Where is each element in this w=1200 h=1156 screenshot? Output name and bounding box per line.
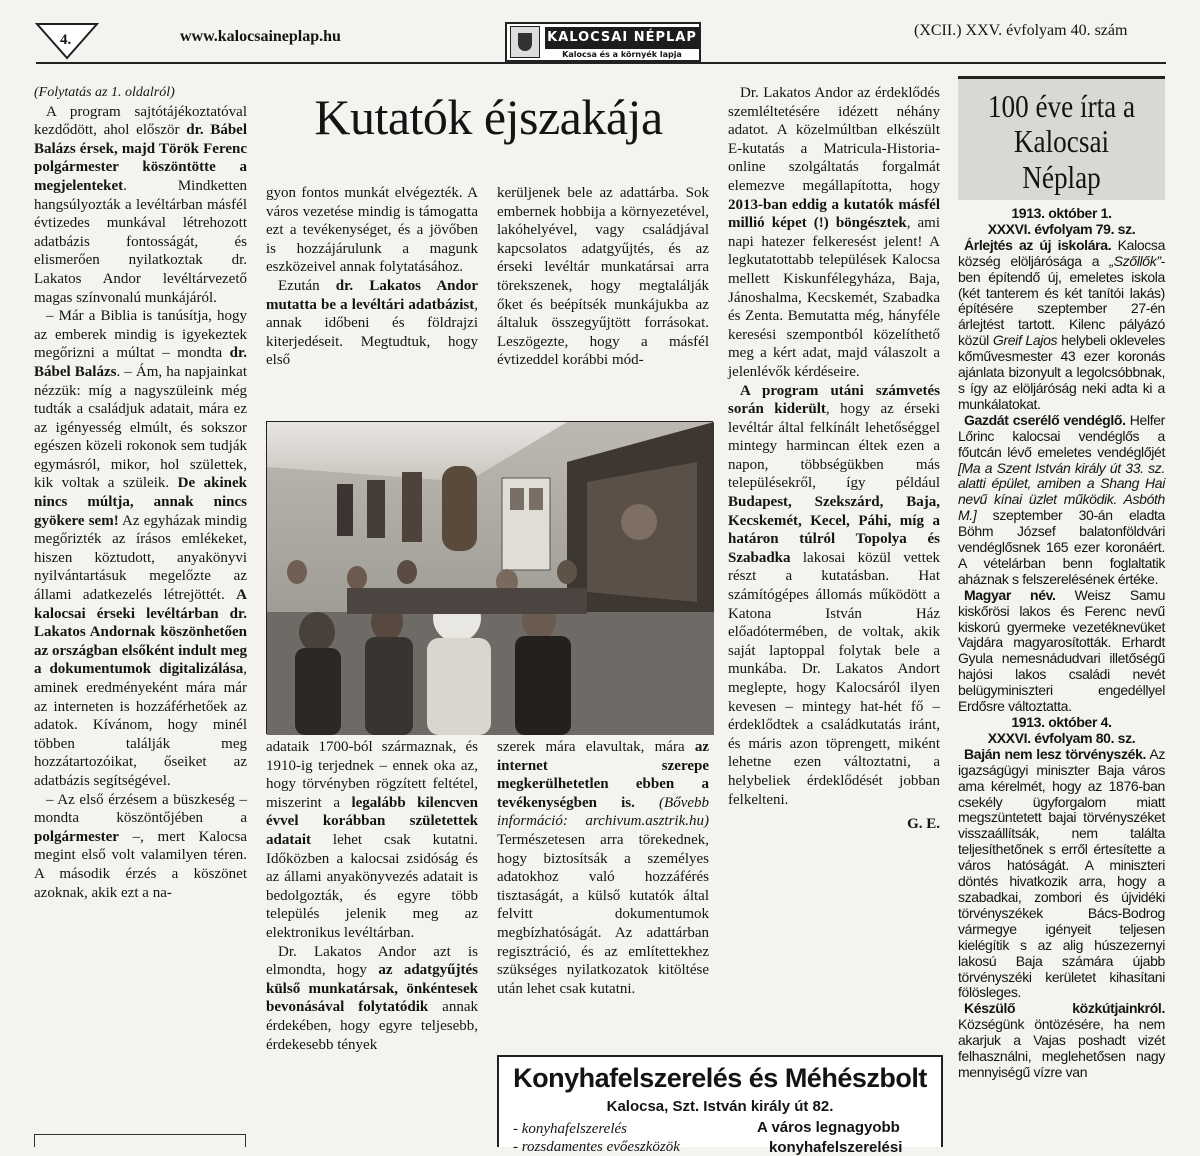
paragraph: Dr. Lakatos Andor az érdeklődés szemléltetésére idézett néhány adatot. A közelmúltban elkészült E-kutatás a Matricula-Historia-online szolgáltatás forgalmát elemezve megállapította, hogy 2013-ban eddig a kutatók másfél millió képet (!) böngésztek, ami napi hatezer felkeresést jelent! A legkutatottabb települések Kalocsa mellett Kiskunfélegyháza, Baja, Jánoshalma, Kecskemét, Szabadka és Zenta. Bemutatta még, hányféle keresési szempontból közelíthető meg a kért adat, majd válaszolt a jelenlévők kérdéseire. xyxy=(728,85,940,380)
masthead-subtitle: Kalocsa és a környék lapja xyxy=(562,50,682,59)
article-photo xyxy=(266,421,713,734)
sidebar-title-line: Kalocsai xyxy=(1013,123,1110,159)
coat-of-arms-icon xyxy=(510,26,540,58)
article-column-3-continued xyxy=(497,738,709,998)
article-column-2-continued xyxy=(266,738,478,1054)
ad-item: - konyhafelszerelés xyxy=(513,1121,627,1137)
author-signature: G. E. xyxy=(907,816,940,833)
news-item: Gazdát cserélő vendéglő. Helfer Lőrinc kalocsai vendéglős a főutcán lévő emeletes vendéglőjét [Ma a Szent István király út 33. sz. alatti épület, amiben a Shang Hai nevű kínai üzlet működik. Asbóth M.] szeptember 30-án eladta Böhm József balatonföldvári vendéglősnek 165 ezer koronáért. A vételárban benn foglaltatik aháznak s felszerelésének értéke. xyxy=(958,411,1165,587)
page-header xyxy=(0,0,1200,64)
masthead-logo xyxy=(505,22,701,62)
ad-address: Kalocsa, Szt. István király út 82. xyxy=(606,1098,834,1115)
page-number: 4. xyxy=(60,32,72,48)
ad-title: Konyhafelszerelés és Méhészbolt xyxy=(513,1063,927,1093)
paragraph: kerüljenek bele az adattárba. Sok embernek hobbija a környezetével, lakóhelyével, vagy családjával kapcsolatos adatgyűjtés, és az érseki levéltár munkatársai arra törekszenek, hogy megtalálják őket és beépítsék munkájukba az általuk összegyűjtött forrásokat. Leszögezte, hogy a másfél évtizeddel korábbi mód- xyxy=(497,185,709,369)
paragraph: adataik 1700-ból származnak, és 1910-ig terjednek – ennek oka az, hogy törvényben rögzített feltétel, miszerint a legalább kilencven évvel korábban születettek adatait lehet csak kutatni. Időközben a kalocsai zsidóság és az állami anyakönyvezés adatait is bedolgozták, és egyre több település jelenik meg az elektronikus levéltárban. xyxy=(266,739,478,941)
advertisement-box xyxy=(497,1055,943,1156)
news-item: Magyar név. Weisz Samu kiskőrösi lakos és Ferenc nevű kiskorú gyermeke vezetéknevüket Vajdára magyarosították. Erhardt Gyula nemesnádudvari illetőségű hajósi lakos családi nevét belügyminiszteri engedéllyel Erdősre változtatta. xyxy=(958,586,1165,715)
sidebar-title-line: 100 éve írta a xyxy=(987,88,1136,124)
sidebar-header xyxy=(958,76,1165,200)
article-column-3 xyxy=(497,184,709,370)
paragraph: Dr. Lakatos Andor azt is elmondta, hogy az adatgyűjtés külső munkatársak, önkéntesek bevonásával folytatódik annak érdekében, hogy egyre teljesebb, érdekesebb tények xyxy=(266,943,478,1053)
issue-volume: XXXVI. évfolyam 79. sz. xyxy=(987,220,1136,237)
paragraph: A program utáni számvetés során kiderült, hogy az érseki levéltár által felkínált lehetőséggel mintegy harmincan éltek ezen a napon, többségükben más településekről, így például Budapest, Szekszárd, Baja, Kecskemét, Kecel, Páhi, míg a határon túlról Topolya és Szabadka lakosai közül vettek részt a kutatásban. Hat számítógépes állomás működött a Katona István Ház előadótermében, de voltak, akik saját laptoppal folytak bele a munkába. Dr. Lakatos Andort meglepte, hogy Kalocsáról ilyen kevesen – mintegy hat-hét fő – érdeklődtek a családkutatás iránt, és máris azon töprengett, miként lehetne ezen változtatni, a helybeliek érdeklődését jobban felkelteni. xyxy=(728,382,940,808)
header-divider xyxy=(36,62,1166,64)
issue-date: 1913. október 4. xyxy=(1011,714,1112,730)
paragraph: szerek mára elavultak, mára az internet szerepe megkerülhetetlen ebben a tevékenységben is. (Bővebb információ: archivum.asztrik.hu) Természetesen arra törekednek, hogy biztosítsák a személyes adatokhoz való hozzáférés tisztaságát, a külső kutatók által felvitt dokumentumok megbízhatóságát. Az adattárban regisztráció, és az említettekhez szükséges nyilatkozatok kitöltése után lehet csak kutatni. xyxy=(497,739,710,997)
masthead-title: KALOCSAI NÉPLAP xyxy=(545,27,699,49)
ad-slogan: konyhafelszerelési xyxy=(769,1139,903,1156)
news-item: Készülő közkútjainkról. Községünk öntözésére, ha nem akarjuk a Vajas poshadt vizét felhasználni, meglehetősen nagy mennyiségű vízre van xyxy=(958,1000,1165,1080)
issue-info: (XCII.) XXV. évfolyam 40. szám xyxy=(914,22,1128,39)
news-item: Árlejtés az új iskolára. Kalocsa község elöljárósága a „Szőllők”-ben építendő új, emeletes iskola (két tanterem és két tanítói lakás) építésére szeptember 27-én árlejtést tartott. Kilenc pályázó közül Greif Lajos helybeli okleveles kőművesmester 43 ezer koronás ajánlata bizonyult a legolcsóbbnak, s így az elöljáróság neki adta ki a munkálatokat. xyxy=(958,236,1166,412)
article-column-1 xyxy=(34,84,247,902)
paragraph: – Az első érzésem a büszkeség – mondta köszöntőjében a polgármester –, mert Kalocsa megint első volt valamilyen téren. A második érzés a köszönet azoknak, akik ezt a na- xyxy=(34,791,247,901)
issue-volume: XXXVI. évfolyam 80. sz. xyxy=(987,729,1136,746)
sidebar-title-line: Néplap xyxy=(1022,159,1101,195)
article-column-2 xyxy=(266,184,478,370)
continuation-note: (Folytatás az 1. oldalról) xyxy=(34,85,175,100)
audience-photo-image xyxy=(267,422,714,735)
paragraph: gyon fontos munkát elvégezték. A város vezetése mindig is támogatta ezt a tevékenységet, és a jövőben is hozzájárulunk a magunk eszközeivel annak folytatásához. xyxy=(266,185,478,276)
article-column-4 xyxy=(728,84,940,834)
bottom-box-edge xyxy=(34,1134,246,1147)
paragraph: Ezután dr. Lakatos Andor mutatta be a levéltári adatbázist, annak időbeni és földrajzi kiterjedéseit. Megtudtuk, hogy első xyxy=(266,277,478,369)
site-url: www.kalocsaineplap.hu xyxy=(180,28,341,45)
sidebar-body xyxy=(958,206,1165,1081)
sidebar-100-years xyxy=(958,76,1165,1147)
ad-item: - rozsdamentes evőeszközök xyxy=(513,1139,680,1155)
paragraph: – Már a Biblia is tanúsítja, hogy az emberek mindig is igyekeztek megőrizni a múltat – mondta dr. Bábel Balázs. – Ám, ha napjainkat nézzük: míg a nagyszüleink még tudták a családjuk adatait, mára ez az igényesség elmúlt, és sokszor egészen közeli rokonok sem tudják egymásról, mikor, hol születtek, kik voltak a szüleik. De akinek nincs múltja, annak nincs gyökere sem! Az egyházak mindig megőrizték az írásos emlékeket, hiszen köztudott, anyakönyvi nyilvántartásuk megelőzte az állami adatkezelés létrejöttét. A kalocsai érseki levéltárban dr. Lakatos Andornak köszönhetően az országban elsőként indult meg a dokumentumok digitalizálása, aminek eredményeként mára már az interneten is hozzáférhetőek az adatok. Kívánom, hogy minél többen találják meg hozzátartozóikat, őseiket az adatbázis segítségével. xyxy=(34,308,248,789)
page-number-badge xyxy=(36,22,98,60)
paragraph: A program sajtótájékoztatóval kezdődött, ahol először dr. Bábel Balázs érsek, majd Török Ferenc polgármester köszöntötte a megjelenteket. Mindketten hangsúlyozták a levéltárban másfél évtizedes munkával létrehozott adatbázis fontosságát, és elismerően nyilatkoztak dr. Lakatos Andor levéltárvezető magas színvonalú munkájáról. xyxy=(34,103,248,306)
issue-date: 1913. október 1. xyxy=(1011,205,1112,221)
ad-slogan: A város legnagyobb xyxy=(757,1119,900,1136)
news-item: Baján nem lesz törvényszék. Az igazságügyi miniszter Baja város ama kérelmét, hogy az 1876-ban csekély ügyforgalom miatt megszüntetett bajai törvényszéket visszaállítsák, nem találta teljesíthetőnek s erről értesítette a város hatóságát. A miniszteri döntés hivatkozik arra, hogy a szabadkai, zombori és újvidéki törvényszékek Bács-Bodrog vármegye igényeit teljesen kielégítik s az alig húszezernyi lakosú Baja számára újabb törvényszéki kerületet kihasítani fölösleges. xyxy=(958,745,1165,1001)
article-headline: Kutatók éjszakája xyxy=(314,89,663,145)
